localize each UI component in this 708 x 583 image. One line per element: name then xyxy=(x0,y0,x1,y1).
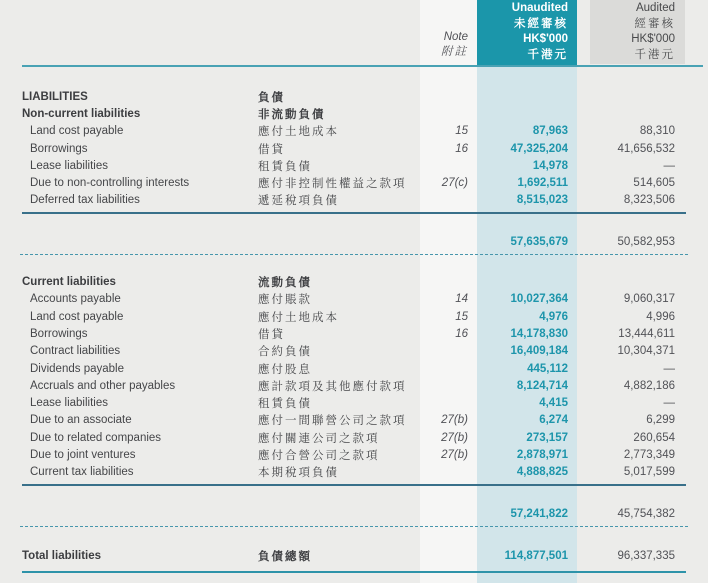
label-zh: 應付土地成本 xyxy=(258,311,339,324)
liabilities-table xyxy=(0,66,708,573)
note-ref: 27(b) xyxy=(441,448,468,461)
label-zh: 應付關連公司之款項 xyxy=(258,432,380,445)
divider-accent xyxy=(22,571,686,573)
label-zh: 合約負債 xyxy=(258,346,312,359)
value-audited: 5,017,599 xyxy=(623,466,675,479)
value-unaudited: 57,635,679 xyxy=(510,235,568,248)
value-unaudited: 4,976 xyxy=(539,310,568,323)
table-row xyxy=(0,505,708,522)
label-en: Current liabilities xyxy=(22,276,116,289)
value-unaudited: 87,963 xyxy=(532,125,568,138)
value-unaudited: 14,978 xyxy=(532,159,568,172)
unaudited-label: Unaudited xyxy=(511,2,568,14)
label-en: Borrowings xyxy=(30,327,88,340)
value-unaudited: 2,878,971 xyxy=(516,448,568,461)
label-en: Accounts payable xyxy=(30,293,121,306)
note-ref: 27(c) xyxy=(441,177,468,190)
label-en: Land cost payable xyxy=(30,125,124,138)
value-audited: 10,304,371 xyxy=(617,345,675,358)
label-en: Due to joint ventures xyxy=(30,448,136,461)
value-unaudited: 4,888,825 xyxy=(516,466,568,479)
table-row xyxy=(0,291,708,308)
value-audited: 88,310 xyxy=(639,125,675,138)
table-row xyxy=(0,325,708,342)
label-en: Lease liabilities xyxy=(30,159,108,172)
value-unaudited: 16,409,184 xyxy=(510,345,568,358)
label-en: Due to an associate xyxy=(30,414,132,427)
value-unaudited: 10,027,364 xyxy=(510,293,568,306)
label-zh: 負債 xyxy=(258,91,285,104)
value-audited: 41,656,532 xyxy=(617,142,675,155)
label-zh: 本期稅項負債 xyxy=(258,467,339,480)
table-row xyxy=(0,412,708,429)
label-en: Current tax liabilities xyxy=(30,466,134,479)
value-audited: 260,654 xyxy=(633,431,675,444)
label-zh: 租賃負債 xyxy=(258,398,312,411)
note-label-zh: 附註 xyxy=(441,46,468,58)
label-zh: 非流動負債 xyxy=(258,108,326,121)
audited-label: Audited xyxy=(635,2,675,14)
note-ref: 16 xyxy=(455,142,468,155)
label-zh: 應付非控制性權益之款項 xyxy=(258,178,407,191)
note-column-header xyxy=(441,30,468,60)
value-audited: 2,773,349 xyxy=(623,448,675,461)
value-unaudited: 14,178,830 xyxy=(510,327,568,340)
value-unaudited: 6,274 xyxy=(539,414,568,427)
audited-label-zh: 經審核 xyxy=(634,17,675,30)
label-en: Lease liabilities xyxy=(30,397,108,410)
unaudited-column-header xyxy=(477,0,577,66)
value-audited: 4,882,186 xyxy=(623,379,675,392)
divider-mid xyxy=(22,212,686,214)
label-zh: 租賃負債 xyxy=(258,160,312,173)
label-en: Non-current liabilities xyxy=(22,107,141,120)
label-en: Land cost payable xyxy=(30,310,124,323)
value-unaudited: 273,157 xyxy=(526,431,568,444)
note-ref: 15 xyxy=(455,310,468,323)
note-ref: 27(b) xyxy=(441,414,468,427)
table-row xyxy=(0,547,708,564)
value-audited: 45,754,382 xyxy=(617,507,675,520)
label-zh: 遞延稅項負債 xyxy=(258,195,339,208)
label-zh: 應計款項及其他應付款項 xyxy=(258,380,407,393)
value-unaudited: 4,415 xyxy=(539,397,568,410)
note-ref: 16 xyxy=(455,327,468,340)
unaudited-currency-unit-zh: 千港元 xyxy=(527,48,568,61)
audited-column-header xyxy=(590,0,685,64)
divider-mid xyxy=(22,484,686,486)
table-row xyxy=(0,343,708,360)
value-audited: 514,605 xyxy=(633,177,675,190)
label-en: Total liabilities xyxy=(22,549,102,562)
table-row xyxy=(0,429,708,446)
table-row xyxy=(0,360,708,377)
audited-currency-unit: HK$'000 xyxy=(631,33,675,45)
value-unaudited: 47,325,204 xyxy=(510,142,568,155)
label-en: Accruals and other payables xyxy=(30,379,176,392)
note-ref: 15 xyxy=(455,125,468,138)
table-row xyxy=(0,308,708,325)
label-zh: 應付土地成本 xyxy=(258,126,339,139)
label-en: Contract liabilities xyxy=(30,345,121,358)
label-zh: 應付合營公司之款項 xyxy=(258,449,380,462)
label-en: Due to related companies xyxy=(30,431,162,444)
note-ref: 27(b) xyxy=(441,431,468,444)
label-zh: 應付股息 xyxy=(258,363,312,376)
table-row xyxy=(0,233,708,250)
table-row xyxy=(0,464,708,481)
value-audited: 50,582,953 xyxy=(617,235,675,248)
table-row xyxy=(0,157,708,174)
divider-dashed xyxy=(20,254,688,255)
label-en: LIABILITIES xyxy=(22,90,88,103)
table-row xyxy=(0,394,708,411)
value-unaudited: 57,241,822 xyxy=(510,507,568,520)
value-unaudited: 1,692,511 xyxy=(517,177,568,190)
label-zh: 借貸 xyxy=(258,143,285,156)
unaudited-label-zh: 未經審核 xyxy=(514,17,568,30)
value-audited: — xyxy=(663,159,675,172)
label-en: Borrowings xyxy=(30,142,88,155)
table-row xyxy=(0,123,708,140)
label-en: Dividends payable xyxy=(30,362,124,375)
table-row xyxy=(0,446,708,463)
label-zh: 負債總額 xyxy=(258,550,312,563)
label-zh: 流動負債 xyxy=(258,277,312,290)
value-unaudited: 445,112 xyxy=(527,362,568,375)
value-audited: 13,444,611 xyxy=(618,327,675,340)
value-audited: 9,060,317 xyxy=(623,293,675,306)
label-zh: 應付一間聯營公司之款項 xyxy=(258,415,407,428)
table-row xyxy=(0,377,708,394)
note-label: Note xyxy=(443,31,468,43)
table-row xyxy=(0,105,708,122)
table-row xyxy=(0,140,708,157)
table-row xyxy=(0,192,708,209)
table-row xyxy=(0,88,708,105)
note-ref: 14 xyxy=(455,293,468,306)
value-audited: 4,996 xyxy=(646,310,675,323)
value-audited: — xyxy=(663,397,675,410)
divider-dashed xyxy=(20,526,688,527)
value-unaudited: 114,877,501 xyxy=(504,549,568,562)
label-en: Deferred tax liabilities xyxy=(30,194,140,207)
value-unaudited: 8,515,023 xyxy=(516,194,568,207)
value-audited: 6,299 xyxy=(646,414,675,427)
label-en: Due to non-controlling interests xyxy=(30,177,190,190)
unaudited-currency-unit: HK$'000 xyxy=(523,33,568,45)
label-zh: 借貸 xyxy=(258,328,285,341)
audited-currency-unit-zh: 千港元 xyxy=(634,48,675,61)
label-zh: 應付賬款 xyxy=(258,294,312,307)
table-row xyxy=(0,174,708,191)
value-unaudited: 8,124,714 xyxy=(516,379,568,392)
value-audited: 8,323,506 xyxy=(623,194,675,207)
value-audited: — xyxy=(663,362,675,375)
table-row xyxy=(0,273,708,290)
value-audited: 96,337,335 xyxy=(617,549,675,562)
